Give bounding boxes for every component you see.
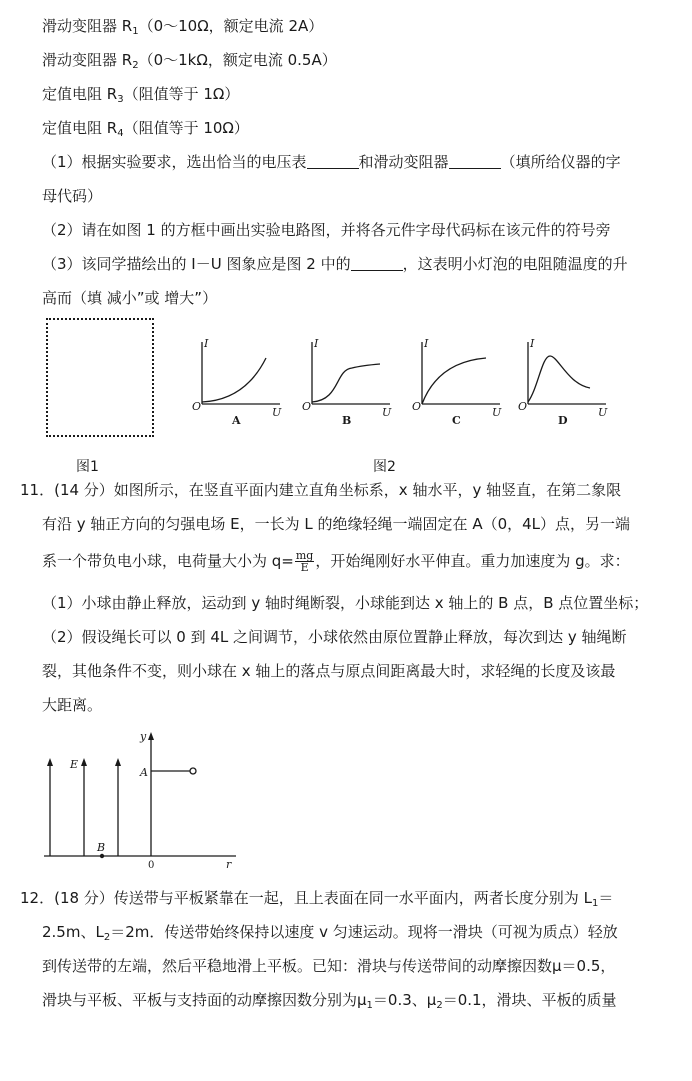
panel-label-d: D: [558, 414, 568, 427]
panel-label-a: A: [232, 414, 241, 427]
figure-2: [190, 338, 620, 433]
item-r2: [42, 50, 337, 76]
question-10-3-cont: 高而（填 减小”或 增大”）: [42, 289, 218, 307]
figure-1-box: [46, 318, 154, 437]
subscript: 1: [366, 1000, 373, 1011]
text: ，这表明小灯泡的电阻随温度的升: [402, 255, 628, 273]
question-11-line: 有沿 y 轴正方向的匀强电场 E，一长为 L 的绝缘轻绳一端固定在 A（0，4L）点，另一端: [42, 515, 631, 533]
subscript: 4: [117, 128, 124, 139]
text: （3）该同学描绘出的 I－U 图象应是图 2 中的: [42, 255, 351, 273]
question-11-2: （2）假设绳长可以 0 到 4L 之间调节，小球依然由原位置静止释放，每次到达 y 轴绳断: [42, 628, 627, 646]
y-axis-label: y: [140, 730, 147, 743]
item-r3: [42, 84, 239, 110]
question-11-line: 大距离。: [42, 696, 103, 714]
curve-a: [202, 358, 266, 402]
answer-blank: [351, 256, 403, 271]
question-10-3: [42, 254, 628, 274]
text: 滑块与平板、平板与支持面的动摩擦因数分别为μ: [42, 991, 367, 1009]
arrow-up-icon: [115, 758, 121, 766]
question-10-2: （2）请在如图 1 的方框中画出实验电路图，并将各元件字母代码标在该元件的符号旁: [42, 221, 611, 239]
axis-i-label: I: [530, 338, 535, 350]
axis-u-label: U: [272, 406, 282, 419]
text: 定值电阻 R: [42, 85, 118, 103]
text: 和滑动变阻器: [358, 153, 449, 171]
text: （0～10Ω，额定电流 2A）: [138, 17, 324, 35]
question-11-head: 11．(14 分）如图所示，在竖直平面内建立直角坐标系，x 轴水平，y 轴竖直，在第二象限: [20, 481, 622, 499]
subscript: 2: [132, 60, 139, 71]
axis-u-label: U: [492, 406, 502, 419]
fraction-denominator: E: [300, 561, 309, 574]
text: ＝: [598, 889, 614, 907]
fraction-mg-over-e: [295, 550, 314, 573]
figure-2-label: 图2: [373, 459, 396, 475]
text: （1）根据实验要求，选出恰当的电压表: [42, 153, 307, 171]
question-10-1: [42, 152, 621, 172]
answer-blank: [307, 154, 359, 169]
subscript: 1: [132, 26, 139, 37]
text: 滑动变阻器 R: [42, 17, 133, 35]
axis-u-label: U: [598, 406, 608, 419]
text: 2.5m、L: [42, 923, 104, 941]
field-label-e: E: [70, 758, 79, 771]
question-12-line: [42, 922, 618, 948]
text: 定值电阻 R: [42, 119, 118, 137]
question-11-line: [42, 550, 630, 573]
text: 12．(18 分）传送带与平板紧靠在一起，且上表面在同一水平面内，两者长度分别为 L: [20, 889, 592, 907]
subscript: 1: [591, 898, 599, 909]
arrow-up-icon: [148, 732, 154, 740]
origin-label: O: [412, 400, 422, 413]
origin-label: O: [192, 400, 202, 413]
subscript: 3: [117, 94, 124, 105]
ball: [190, 768, 196, 774]
panel-label-c: C: [452, 414, 461, 427]
question-12-line: 到传送带的左端，然后平稳地滑上平板。已知：滑块与传送带间的动摩擦因数μ＝0.5，: [42, 957, 616, 975]
text: （阻值等于 10Ω）: [123, 119, 249, 137]
subscript: 2: [436, 1000, 443, 1011]
question-11-line: 裂，其他条件不变，则小球在 x 轴上的落点与原点间距离最大时，求轻绳的长度及该最: [42, 662, 616, 680]
point-a-label: A: [140, 766, 148, 779]
text: （0～1kΩ，额定电流 0.5A）: [138, 51, 337, 69]
text: （阻值等于 1Ω）: [123, 85, 240, 103]
subscript: 2: [103, 932, 111, 943]
curve-b: [312, 364, 380, 402]
figure-3: [40, 728, 240, 868]
axis-i-label: I: [424, 338, 429, 350]
question-10-1-cont: 母代码）: [42, 187, 103, 205]
axis-u-label: U: [382, 406, 392, 419]
x-axis-label: r: [226, 858, 232, 868]
arrow-up-icon: [47, 758, 53, 766]
figure-1-label: 图1: [76, 459, 99, 475]
origin-label: 0: [148, 860, 155, 868]
graph-a: [202, 342, 280, 404]
question-11-1: （1）小球由静止释放，运动到 y 轴时绳断裂，小球能到达 x 轴上的 B 点，B 点位置坐标；: [42, 594, 649, 612]
axis-i-label: I: [204, 338, 209, 350]
item-r1: [42, 16, 323, 42]
text: ＝0.1，滑块、平板的质量: [442, 991, 617, 1009]
curve-d: [528, 356, 590, 402]
text: ＝2m．传送带始终保持以速度 v 匀速运动。现将一滑块（可视为质点）轻放: [110, 923, 618, 941]
text: （填所给仪器的字: [500, 153, 621, 171]
graph-c: [422, 342, 500, 404]
question-12-head: [20, 888, 613, 914]
origin-label: O: [302, 400, 312, 413]
graph-d: [528, 342, 606, 404]
curve-c: [422, 358, 486, 404]
point-b: [100, 854, 104, 858]
panel-label-b: B: [342, 414, 352, 427]
question-12-line: [42, 990, 617, 1016]
arrow-up-icon: [81, 758, 87, 766]
axis-i-label: I: [314, 338, 319, 350]
text: ，开始绳刚好水平伸直。重力加速度为 g。求：: [315, 552, 630, 570]
text: 滑动变阻器 R: [42, 51, 133, 69]
origin-label: O: [518, 400, 528, 413]
text: 系一个带负电小球，电荷量大小为 q=: [42, 552, 294, 570]
answer-blank: [449, 154, 501, 169]
item-r4: [42, 118, 249, 144]
fraction-numerator: mg: [295, 549, 314, 562]
point-b-label: B: [97, 841, 106, 854]
text: ＝0.3、μ: [372, 991, 437, 1009]
graph-b: [312, 342, 390, 404]
